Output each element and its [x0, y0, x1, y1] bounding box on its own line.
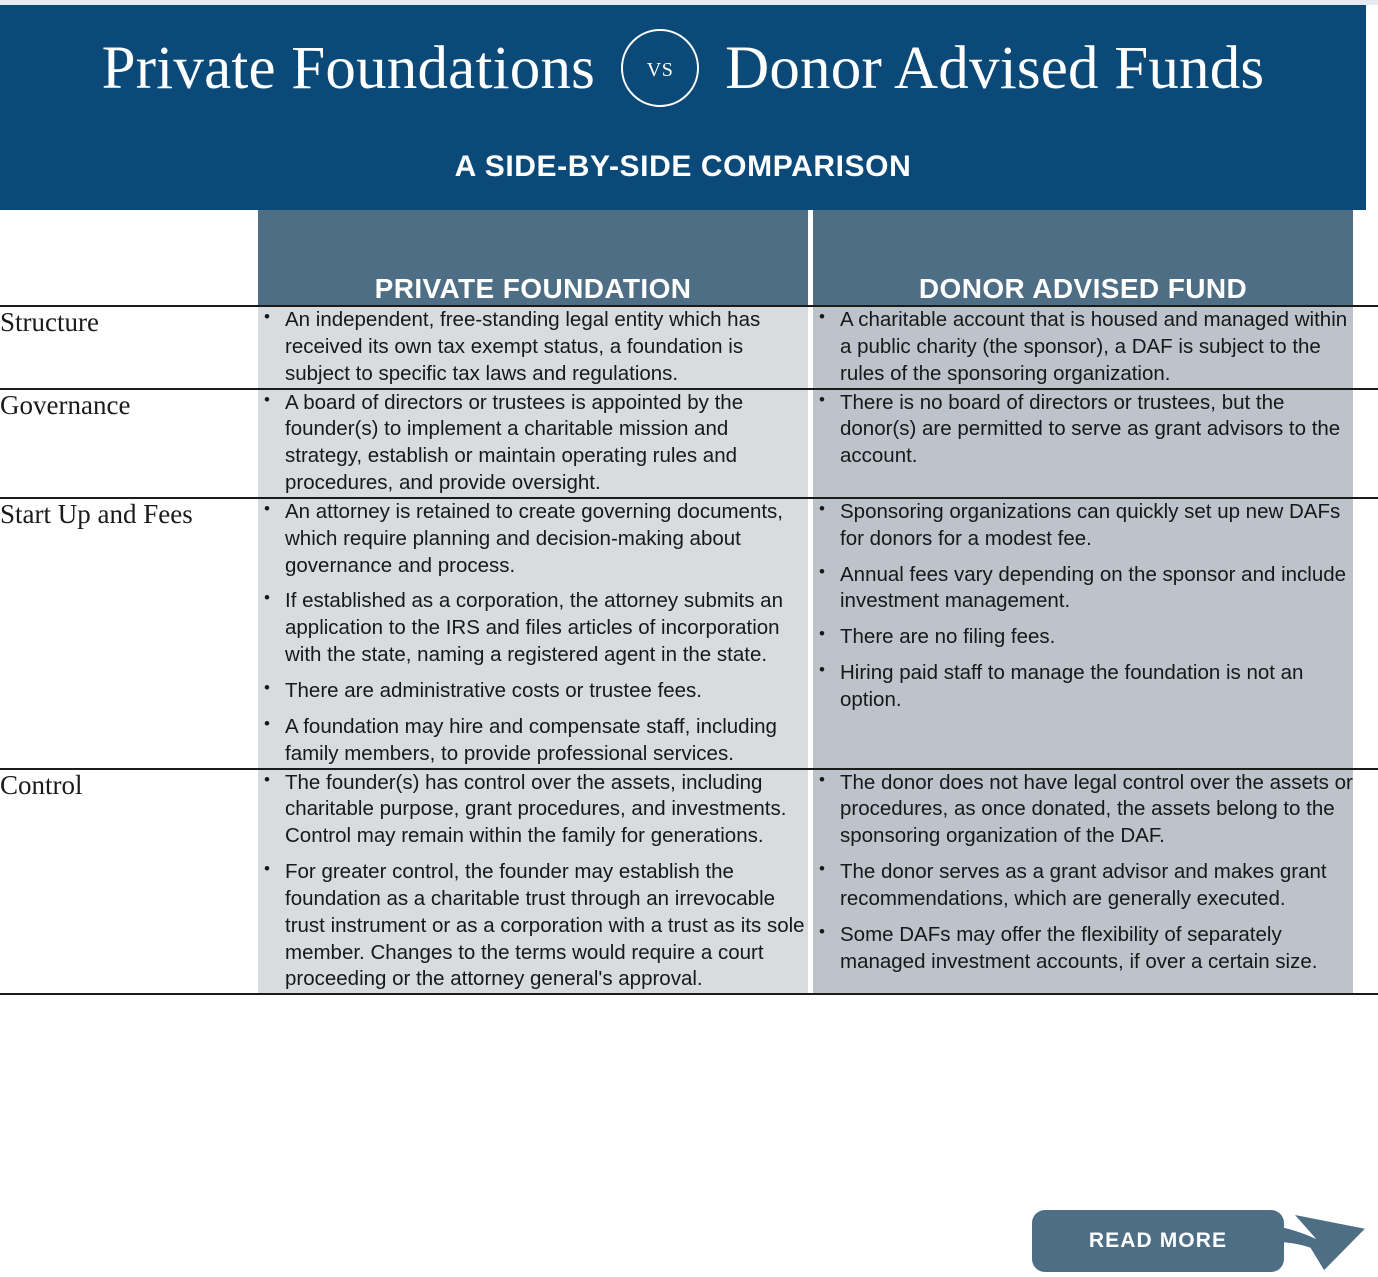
list-item: • Hiring paid staff to manage the foundation is not an option.: [813, 660, 1353, 714]
bullet-list: [258, 499, 808, 768]
list-item: • The founder(s) has control over the assets, including charitable purpose, grant procedures, and investments. Control may remain within the family for generations.: [258, 770, 808, 851]
list-item: • Annual fees vary depending on the sponsor and include investment management.: [813, 562, 1353, 616]
vs-badge-label: vs: [646, 52, 674, 83]
table-row: [0, 306, 1378, 389]
bullet-list: [813, 499, 1353, 714]
cell-donor-advised-fund-3: [813, 769, 1353, 995]
title-left-text: Private Foundations: [101, 34, 596, 102]
list-item: • An independent, free-standing legal entity which has received its own tax exempt status, a foundation is subject to specific tax laws and regulations.: [258, 307, 808, 388]
table-row: [0, 769, 1378, 995]
cell-donor-advised-fund-1: [813, 389, 1353, 498]
cell-private-foundation-1: [258, 389, 808, 498]
table-body: [0, 306, 1378, 994]
list-item: • A board of directors or trustees is appointed by the founder(s) to implement a charitable mission and strategy, establish or maintain operating rules and procedures, and provide oversight.: [258, 390, 808, 497]
list-item: • There are no filing fees.: [813, 624, 1353, 651]
header-donor-advised-fund: DONOR ADVISED FUND: [813, 210, 1353, 306]
title-right-text: Donor Advised Funds: [725, 34, 1265, 102]
header-private-foundation: PRIVATE FOUNDATION: [258, 210, 808, 306]
header-right-pad: [1353, 210, 1378, 306]
right-pad: [1353, 498, 1378, 769]
bullet-list: [813, 390, 1353, 471]
banner-title: [0, 29, 1366, 107]
cell-donor-advised-fund-0: [813, 306, 1353, 389]
list-item: • A foundation may hire and compensate staff, including family members, to provide professional services.: [258, 714, 808, 768]
list-item: • An attorney is retained to create governing documents, which require planning and decision-making about governance and process.: [258, 499, 808, 580]
list-item: • There are administrative costs or trustee fees.: [258, 678, 808, 705]
comparison-table: [0, 210, 1378, 995]
bullet-list: [258, 307, 808, 388]
bullet-list: [813, 770, 1353, 976]
list-item: • Some DAFs may offer the flexibility of separately managed investment accounts, if over a certain size.: [813, 922, 1353, 976]
list-item: • If established as a corporation, the attorney submits an application to the IRS and files articles of incorporation with the state, naming a registered agent in the state.: [258, 588, 808, 669]
header-banner: [0, 5, 1366, 210]
list-item: • A charitable account that is housed and managed within a public charity (the sponsor), a DAF is subject to the rules of the sponsoring organization.: [813, 307, 1353, 388]
bullet-list: [258, 390, 808, 497]
cell-private-foundation-2: [258, 498, 808, 769]
table-header-row: [0, 210, 1378, 306]
right-pad: [1353, 389, 1378, 498]
read-more-button[interactable]: [1032, 1210, 1284, 1272]
row-label-2: Start Up and Fees: [0, 498, 258, 769]
vs-badge-icon: [621, 29, 699, 107]
cell-donor-advised-fund-2: [813, 498, 1353, 769]
bullet-list: [258, 770, 808, 994]
comparison-table-wrapper: [0, 210, 1378, 995]
right-pad: [1353, 306, 1378, 389]
row-label-3: Control: [0, 769, 258, 995]
list-item: • The donor does not have legal control over the assets or procedures, as once donated, the assets belong to the sponsoring organization of the DAF.: [813, 770, 1353, 851]
row-label-0: Structure: [0, 306, 258, 389]
banner-subtitle: A SIDE-BY-SIDE COMPARISON: [454, 150, 912, 183]
list-item: • Sponsoring organizations can quickly set up new DAFs for donors for a modest fee.: [813, 499, 1353, 553]
list-item: • There is no board of directors or trustees, but the donor(s) are permitted to serve as grant advisors to the account.: [813, 390, 1353, 471]
right-pad: [1353, 769, 1378, 995]
bullet-list: [813, 307, 1353, 388]
table-row: [0, 389, 1378, 498]
cell-private-foundation-3: [258, 769, 808, 995]
header-label-cell: [0, 210, 258, 306]
read-more-zone: [1032, 1207, 1378, 1276]
table-row: [0, 498, 1378, 769]
list-item: • The donor serves as a grant advisor and makes grant recommendations, which are generally executed.: [813, 859, 1353, 913]
cell-private-foundation-0: [258, 306, 808, 389]
read-more-label: READ MORE: [1088, 1229, 1228, 1252]
list-item: • For greater control, the founder may establish the foundation as a charitable trust through an irrevocable trust instrument or as a corporation with a trust as its sole member. Changes to the terms would require a court proceeding or the attorney general's approval.: [258, 859, 808, 993]
row-label-1: Governance: [0, 389, 258, 498]
